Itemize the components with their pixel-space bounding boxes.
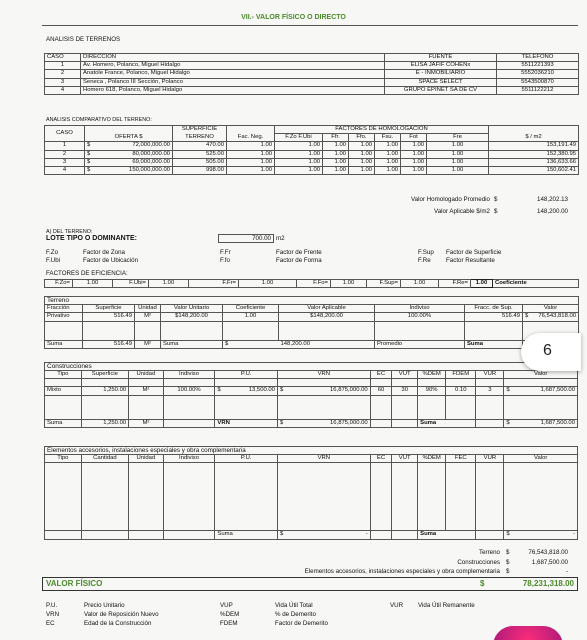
table-row	[45, 167, 579, 175]
legend-desc: Factor de Superficie	[446, 249, 502, 256]
caso-cell: 4	[45, 86, 81, 94]
fzo-cell: 1.00	[275, 150, 323, 158]
header-fuente: FUENTE	[385, 54, 497, 62]
fre-cell: 1.00	[427, 142, 489, 150]
suma-label: Suma	[45, 419, 82, 427]
header-unidad: Unidad	[129, 455, 164, 463]
ec-cell: 60	[370, 387, 392, 395]
header-superficie: Superficie	[83, 305, 135, 313]
glossary-desc: Factor de Demerito	[275, 620, 328, 627]
comparativo-table	[44, 125, 579, 175]
fot-cell: 1.00	[401, 158, 427, 166]
vur-cell: 3	[476, 387, 504, 395]
fac-neg-cell: 1.00	[227, 142, 275, 150]
header-indiviso: Indiviso	[163, 455, 215, 463]
superficie-cell: 505.00	[173, 158, 227, 166]
fsup-value: 1.00	[401, 280, 439, 288]
elementos-empty-row	[45, 463, 578, 531]
fubi-label: F.Ubi=	[113, 280, 149, 288]
legend-desc: Factor de Forma	[276, 257, 322, 264]
fot-cell: 1.00	[401, 150, 427, 158]
header-unidad: Unidad	[135, 305, 161, 313]
resumen-elementos-currency: $	[506, 568, 510, 575]
promedio-label: Valor Homologado Promedio	[411, 196, 490, 203]
comparativo-heading: ANALISIS COMPARATIVO DEL TERRENO:	[46, 117, 152, 123]
aplicable-label: Valor Aplicable $/m2	[434, 208, 490, 215]
tipo-cell: Mixto	[45, 387, 82, 395]
glossary-abbr: VUR	[390, 602, 404, 609]
ffo-cell: 1.00	[349, 150, 375, 158]
ffo-cell: 1.00	[349, 142, 375, 150]
indiviso-cell: 100.00%	[163, 387, 215, 395]
header-indiviso: Indiviso	[163, 371, 215, 379]
header-caso: CASO	[45, 54, 81, 62]
glossary-desc: Edad de la Construcción	[84, 620, 152, 627]
header-fsu: Fsu.	[375, 134, 401, 142]
table-row	[45, 150, 579, 158]
resumen-elementos-value: -	[565, 568, 568, 575]
currency-cell: $	[504, 387, 515, 395]
construcciones-header-row	[45, 371, 578, 379]
fracc-sup-cell: 516.49	[465, 313, 523, 321]
currency-cell: $	[85, 158, 93, 166]
table-row	[45, 387, 578, 395]
currency-cell: $	[85, 167, 93, 175]
header-tipo: Tipo	[45, 371, 82, 379]
header-vut: VUT	[392, 455, 418, 463]
resumen-terreno-label: Terreno	[479, 549, 500, 556]
ffr-value: 1.00	[239, 280, 297, 288]
suma-label: Suma	[161, 340, 223, 348]
fsup-label: F.Sup=	[367, 280, 401, 288]
resumen-construcciones-currency: $	[506, 559, 510, 566]
fzo-cell: 1.00	[275, 158, 323, 166]
fuente-cell: E - INMOBILIARIO	[385, 70, 497, 78]
aplicable-currency: $	[494, 208, 498, 215]
header-cantidad: Cantidad	[81, 455, 128, 463]
construcciones-title: Construcciones	[45, 363, 578, 371]
valor-fisico-currency: $	[480, 579, 485, 588]
header-valor-aplicable: Valor Aplicable	[279, 305, 375, 313]
legend-desc: Factor de Frente	[276, 249, 322, 256]
suma-label: Suma	[45, 340, 83, 348]
header-pu: P.U.	[215, 455, 278, 463]
construcciones-suma-row	[45, 419, 578, 427]
coeficiente-label: Coeficiente	[493, 280, 579, 288]
header-vrn: VRN	[277, 371, 370, 379]
resumen-terreno-value: 76,543,818.00	[528, 549, 568, 556]
oferta-cell: 150,000,000.00	[93, 167, 173, 175]
legend-abbr: F.Re	[418, 257, 431, 264]
glossary-desc: Vida Útil Remanente	[418, 602, 475, 609]
currency-cell: $	[277, 419, 288, 427]
analisis-terrenos-heading: ANALISIS DE TERRENOS	[46, 36, 121, 43]
header-ec: EC	[370, 455, 392, 463]
superficie-cell: 1,250.00	[81, 387, 128, 395]
promedio-label: Promedio	[375, 340, 465, 348]
ffr-label: F.Fr=	[189, 280, 239, 288]
header-ffo: Ffo.	[349, 134, 375, 142]
glossary-desc: Vida Útil Total	[275, 602, 313, 609]
fre-label: F.Re=	[439, 280, 471, 288]
terreno-spacer-row	[45, 321, 579, 340]
ffr-cell: 1.00	[323, 158, 349, 166]
fsu-cell: 1.00	[375, 142, 401, 150]
header-indiviso: Indiviso	[375, 305, 465, 313]
lote-unit: m2	[276, 235, 285, 242]
terreno-title-row	[45, 297, 579, 305]
caso-cell: 2	[45, 70, 81, 78]
header-caso: CASO	[45, 126, 85, 142]
header-valor: Valor	[504, 455, 578, 463]
suma-vrn: -	[288, 531, 370, 539]
currency-cell: $	[504, 531, 515, 539]
currency-cell: $	[223, 340, 279, 348]
header-m2: $ / m2	[489, 126, 579, 142]
glossary-desc: Precio Unitario	[84, 602, 125, 609]
terreno-title: Terreno	[45, 297, 579, 305]
header-tipo: Tipo	[45, 455, 82, 463]
fac-neg-cell: 1.00	[227, 167, 275, 175]
elementos-table	[44, 446, 578, 540]
suma-label: Suma	[215, 531, 278, 539]
ffo-cell: 1.00	[349, 167, 375, 175]
construcciones-spacer-row	[45, 395, 578, 419]
construcciones-table	[44, 362, 578, 428]
m2-cell: 153,191.49	[489, 142, 579, 150]
resumen-construcciones-label: Construcciones	[457, 559, 500, 566]
fdem-cell: 0.10	[446, 387, 476, 395]
fre-cell: 1.00	[427, 167, 489, 175]
suma-superficie: 1,250.00	[81, 419, 128, 427]
fuente-cell: GRUPO EPINET SA DE CV	[385, 86, 497, 94]
fraccion-cell: Privativo	[45, 313, 83, 321]
resumen-terreno-currency: $	[506, 549, 510, 556]
construcciones-spacer-row	[45, 379, 578, 387]
pu-cell: 13,500.00	[226, 387, 278, 395]
header-telefono: TELÉFONO	[497, 54, 579, 62]
fuente-cell: ELISA JAFIF COHENx	[385, 62, 497, 70]
elementos-header-row	[45, 455, 578, 463]
superficie-cell: 516.49	[83, 313, 135, 321]
fzo-label: F.Zo=	[45, 280, 73, 288]
header-vrn: VRN	[277, 455, 370, 463]
dem-cell: 90%	[418, 387, 446, 395]
fsu-cell: 1.00	[375, 150, 401, 158]
header-fot: Fot	[401, 134, 427, 142]
legend-abbr: F.fo	[220, 257, 230, 264]
fsu-cell: 1.00	[375, 158, 401, 166]
telefono-cell: 5552036210	[497, 70, 579, 78]
terreno-header-row	[45, 305, 579, 313]
header-fdem: FDEM	[446, 371, 476, 379]
table-row	[45, 86, 579, 94]
currency-cell: $	[523, 313, 533, 321]
header-fraccion: Fracción	[45, 305, 83, 313]
header-dem: %DEM	[418, 455, 446, 463]
legend-desc: Factor Resultante	[446, 257, 495, 264]
legend-desc: Factor de Zona	[83, 249, 125, 256]
terreno-suma-row	[45, 340, 579, 348]
caso-cell: 1	[45, 142, 85, 150]
valor-fisico-label: VALOR FÍSICO	[46, 579, 103, 588]
eficiencia-table	[44, 279, 579, 288]
oferta-cell: 80,000,000.00	[93, 150, 173, 158]
m2-cell: 136,633.66	[489, 158, 579, 166]
fsu-cell: 1.00	[375, 167, 401, 175]
valor-unitario-cell: $148,200.00	[161, 313, 223, 321]
currency-cell: $	[504, 419, 515, 427]
header-vut: VUT	[392, 371, 418, 379]
glossary-abbr: VUP	[220, 602, 233, 609]
ffr-cell: 1.00	[323, 142, 349, 150]
construcciones-title-row	[45, 363, 578, 371]
aplicable-value: 148,200.00	[537, 208, 568, 215]
legend-abbr: F.Zo	[46, 249, 59, 256]
ffo-cell: 1.00	[349, 158, 375, 166]
eficiencia-row	[45, 280, 579, 288]
oferta-cell: 69,000,000.00	[93, 158, 173, 166]
legend-desc: Factor de Ubicación	[83, 257, 139, 264]
header-terreno: TERRENO	[173, 134, 227, 142]
header-valor: Valor	[523, 305, 579, 313]
page-title: VII.- VALOR FÍSICO O DIRECTO	[241, 14, 346, 21]
fac-neg-cell: 1.00	[227, 158, 275, 166]
valor-fisico-value: 78,231,318.00	[522, 579, 574, 588]
resumen-construcciones-value: 1,687,500.00	[531, 559, 568, 566]
m2-cell: 150,602.41	[489, 167, 579, 175]
promedio-value: 148,202.13	[537, 196, 568, 203]
elementos-suma-row	[45, 531, 578, 539]
valor-aplicable-cell: $148,200.00	[279, 313, 375, 321]
header-valor: Valor	[504, 371, 578, 379]
header-pu: P.U.	[215, 371, 278, 379]
fubi-value: 1.00	[149, 280, 189, 288]
header-vur: VUR	[476, 371, 504, 379]
elementos-title-row	[45, 447, 578, 455]
legend-abbr: F.Sup	[418, 249, 434, 256]
suma-valor: -	[515, 531, 578, 539]
currency-cell: $	[215, 387, 226, 395]
glossary-abbr: EC	[46, 620, 55, 627]
terreno-table	[44, 296, 579, 349]
assistant-orb-icon[interactable]	[493, 626, 563, 640]
telefono-cell: 5511122212	[497, 86, 579, 94]
fzo-cell: 1.00	[275, 167, 323, 175]
vrn-cell: 16,875,000.00	[288, 387, 370, 395]
fzo-cell: 1.00	[275, 142, 323, 150]
fot-cell: 1.00	[401, 142, 427, 150]
caso-cell: 2	[45, 150, 85, 158]
header-ffr: Ffr.	[323, 134, 349, 142]
ffr-cell: 1.00	[323, 150, 349, 158]
currency-cell: $	[277, 531, 288, 539]
header-fec: FEC	[446, 455, 476, 463]
table-row	[45, 158, 579, 166]
eficiencia-label: FACTORES DE EFICIENCIA:	[46, 270, 128, 277]
header-fracc-sup: Fracc. de Sup.	[465, 305, 523, 313]
caso-cell: 1	[45, 62, 81, 70]
table-row	[45, 78, 579, 86]
header-superficie: Superficie	[81, 371, 128, 379]
header-dem: %DEM	[418, 371, 446, 379]
unidad-cell: M²	[135, 313, 161, 321]
del-terreno-heading: A) DEL TERRENO:	[46, 229, 93, 235]
suma-superficie: 516.49	[83, 340, 135, 348]
header-fac-neg: Fac. Neg.	[227, 126, 275, 142]
suma-label: Suma	[418, 531, 476, 539]
title-rule	[42, 25, 578, 26]
fuente-cell: SPACE SELECT	[385, 78, 497, 86]
caso-cell: 3	[45, 158, 85, 166]
coeficiente-cell: 1.00	[223, 313, 279, 321]
currency-cell: $	[85, 150, 93, 158]
legend-abbr: F.Ubi	[46, 257, 61, 264]
superficie-cell: 470.00	[173, 142, 227, 150]
page-number-tab[interactable]	[521, 333, 581, 371]
currency-cell: $	[85, 142, 93, 150]
fot-cell: 1.00	[401, 167, 427, 175]
table-row	[45, 70, 579, 78]
resumen-elementos-label: Elementos accesorios, instalaciones especiales y obra complementaria	[304, 568, 500, 575]
suma-unidad: M²	[129, 419, 164, 427]
unidad-cell: M²	[129, 387, 164, 395]
header-valor-unitario: Valor Unitario	[161, 305, 223, 313]
superficie-cell: 998.00	[173, 167, 227, 175]
comparativo-header-row-1	[45, 126, 579, 134]
direccion-cell: Anatole France, Polanco, Miguel Hidalgo	[81, 70, 385, 78]
fre-cell: 1.00	[427, 150, 489, 158]
lote-label: LOTE TIPO O DOMINANTE:	[46, 235, 137, 242]
elementos-title: Elementos accesorios, instalaciones especiales y obra complementaria	[45, 447, 578, 455]
superficie-cell: 525.00	[173, 150, 227, 158]
glossary-abbr: %DEM	[220, 611, 240, 618]
valor-cell: 1,687,500.00	[515, 387, 578, 395]
suma-vrn: 16,875,000.00	[288, 419, 370, 427]
fzo-value: 1.00	[73, 280, 113, 288]
suma-label: Suma	[418, 419, 476, 427]
analisis-terrenos-table	[44, 53, 579, 95]
ffr-cell: 1.00	[323, 167, 349, 175]
table-row	[45, 313, 579, 321]
ffo-value: 1.00	[331, 280, 367, 288]
direccion-cell: Seneca , Polanco III Sección, Polanco	[81, 78, 385, 86]
header-coeficiente: Coeficiente	[223, 305, 279, 313]
glossary-abbr: FDEM	[220, 620, 238, 627]
glossary-desc: Valor de Reposición Nuevo	[84, 611, 159, 618]
vrn-label: VRN	[215, 419, 278, 427]
direccion-cell: Av. Homero, Polanco, Miguel Hidalgo	[81, 62, 385, 70]
suma-valor-aplicable: 148,200.00	[279, 340, 375, 348]
table-row	[45, 142, 579, 150]
currency-cell: $	[277, 387, 288, 395]
telefono-cell: 5543500870	[497, 78, 579, 86]
header-unidad: Unidad	[129, 371, 164, 379]
promedio-currency: $	[494, 196, 498, 203]
suma-valor: 1,687,500.00	[515, 419, 578, 427]
header-superficie: SUPERFICIE	[173, 126, 227, 134]
header-fzo-fubi: F.Zo F.Ubi	[275, 134, 323, 142]
header-oferta: OFERTA $	[85, 126, 173, 142]
table-row	[45, 62, 579, 70]
fre-cell: 1.00	[427, 158, 489, 166]
glossary-abbr: P.U.	[46, 602, 58, 609]
valor-cell: 76,543,818.00	[533, 313, 579, 321]
fac-neg-cell: 1.00	[227, 150, 275, 158]
legend-abbr: F.Fr	[220, 249, 231, 256]
m2-cell: 152,380.95	[489, 150, 579, 158]
indiviso-cell: 100.00%	[375, 313, 465, 321]
glossary-abbr: VRN	[46, 611, 60, 618]
vut-cell: 30	[392, 387, 418, 395]
caso-cell: 4	[45, 167, 85, 175]
header-factores: FACTORES DE HOMOLOGACION	[275, 126, 489, 134]
header-vur: VUR	[476, 455, 504, 463]
header-fre: Fre	[427, 134, 489, 142]
caso-cell: 3	[45, 78, 81, 86]
analisis-header-row	[45, 54, 579, 62]
suma-label: Suma	[465, 340, 523, 348]
oferta-cell: 72,000,000.00	[93, 142, 173, 150]
header-direccion: DIRECCIÓN	[81, 54, 385, 62]
glossary-desc: % de Demerito	[275, 611, 316, 618]
direccion-cell: Homero 618, Polanco, Miguel Hidalgo	[81, 86, 385, 94]
suma-unidad: M²	[135, 340, 161, 348]
telefono-cell: 5511221393	[497, 62, 579, 70]
fre-value: 1.00	[471, 280, 493, 288]
page-number: 6	[543, 342, 552, 359]
lote-value: 700.00	[252, 235, 271, 242]
header-ec: EC	[370, 371, 392, 379]
ffo-label: F.Fo=	[297, 280, 331, 288]
